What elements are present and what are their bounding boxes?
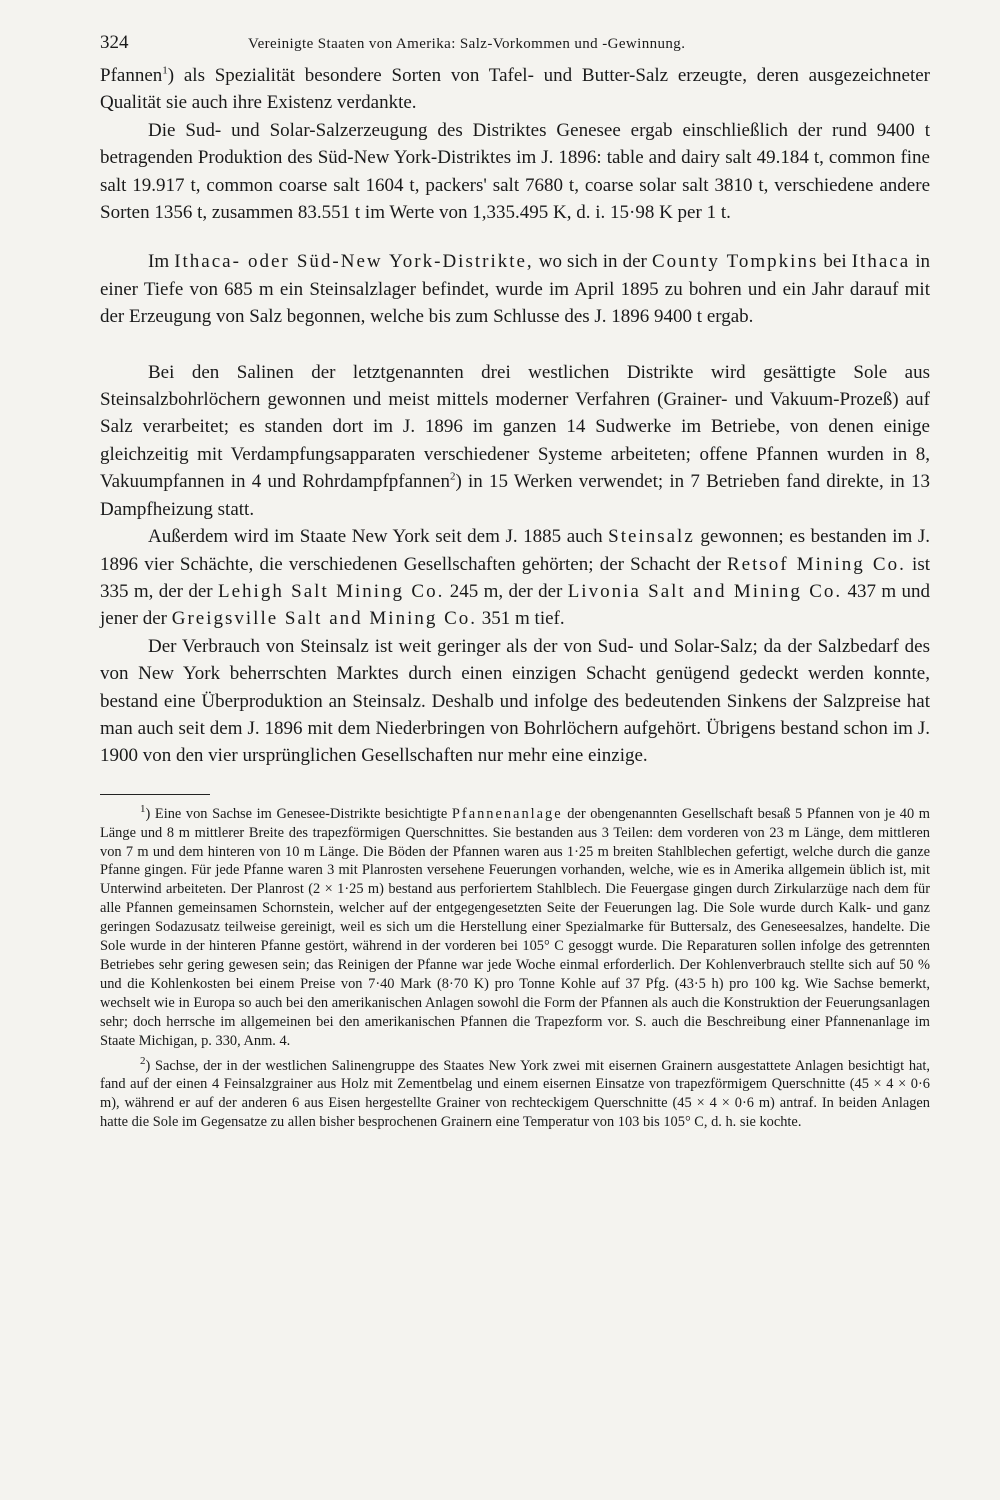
footnote-2-text: ) Sachse, der in der westlichen Salinengruppe des Staates New York zwei mit eisernen Grainern ausgestattete Anlagen besichtigt hat, fand auf der einen 4 Feinsalzgrainer aus Holz mit Zementbelag und einem eisernen Einsatze von trapezförmigem Querschnitte (45 × 4 × 0·6 m), während er auf der anderen 6 aus Eisen hergestellte Grainer von rechteckigem Querschnitte (45 × 4 × 0·6 m) antraf. In beiden Anlagen hatte die Sole im Gegensatze zu allen bisher besprochenen Grainern eine Temperatur von 103 bis 105° C, d. h. sie kochte.	[100, 1057, 930, 1131]
paragraph-1	[100, 62, 930, 117]
main-text	[100, 62, 930, 770]
paragraph-2: Die Sud- und Solar-Salzerzeugung des Distriktes Genesee ergab einschließlich der rund 9400 t betragenden Produktion des Süd-New York-Distriktes im J. 1896: table and dairy salt 49.184 t, common fine salt 19.917 t, common coarse salt 1604 t, packers' salt 7680 t, coarse solar salt 3810 t, verschiedene andere Sorten 1356 t, zusammen 83.551 t im Werte von 1,335.495 K, d. i. 15·98 K per 1 t.	[100, 119, 930, 224]
paragraph-3-text-d: in einer Tiefe von 685 m ein Steinsalzlager befindet, wurde im April 1895 zu bohren und ein Jahr darauf mit der Erzeugung von Salz begonnen, welche bis zum Schlusse des J. 1896 9400 t ergab.	[100, 251, 930, 328]
district-name: Ithaca- oder Süd-New York-Distrikte,	[174, 251, 534, 273]
footnote-2-mark: 2	[140, 1054, 146, 1067]
town-name: Ithaca	[851, 251, 911, 273]
paragraph-5-text-b: gewonnen; es bestanden im J. 1896 vier Schächte, die verschiedenen Gesellschaften gehörten; der Schacht der	[100, 526, 930, 575]
paragraph-4-text-a: Bei den Salinen der letztgenannten drei westlichen Distrikte wird gesättigte Sole aus Steinsalzbohrlöchern gewonnen und meist mittels moderner Verfahren (Grainer- und Vakuum-Prozeß) auf Salz verarbeitet; es standen dort im J. 1896 im ganzen 14 Sudwerke im Betriebe, von denen einige gleichzeitig mit Verdampfungsapparaten verschiedener Systeme arbeiteten; offene Pfannen wurden in 8, Vakuumpfannen in 4 und Rohrdampfpfannen	[100, 361, 930, 493]
term-steinsalz: Steinsalz	[608, 526, 695, 548]
county-name: County Tompkins	[651, 251, 819, 273]
page-number: 324	[100, 32, 129, 53]
paragraph-6: Der Verbrauch von Steinsalz ist weit geringer als der von Sud- und Solar-Salz; da der Salzbedarf des von New York beherrschten Marktes durch einen einzigen Schacht genügend gedeckt werden konnte, bestand eine Überproduktion an Steinsalz. Deshalb und infolge des bedeutenden Sinkens der Salzpreise hat man auch seit dem J. 1896 mit dem Niederbringen von Bohrlöchern aufgehört. Übrigens bestand schon im J. 1900 von den vier ursprünglichen Gesellschaften nur mehr eine einzige.	[100, 635, 930, 767]
footnote-ref-2: 2	[449, 470, 456, 483]
paragraph-1-text-a: Pfannen	[100, 65, 163, 86]
footnote-divider	[100, 794, 210, 795]
footnote-1	[100, 802, 930, 1051]
paragraph-3	[100, 248, 930, 330]
paragraph-5-text-a: Außerdem wird im Staate New York seit dem J. 1885 auch	[148, 526, 609, 548]
paragraph-4-text-b: ) in 15 Werken verwendet; in 7 Betrieben fand direkte, in 13 Dampfheizung statt.	[100, 471, 930, 520]
paragraph-5	[100, 523, 930, 633]
paragraph-3-text-b: wo sich in der	[533, 251, 652, 273]
paragraph-3-text-c: bei	[818, 251, 852, 273]
footnote-1-text-b: der obengenannten Gesellschaft besaß 5 Pfannen von je 40 m Länge und 8 m mittlerer Breite des trapezförmigen Querschnittes. Sie bestanden aus 3 Teilen: dem vorderen von 23 m Länge, dem mittleren von 7 m und dem hinteren von 10 m Länge. Die Böden der Pfannen waren aus 1·25 m breiten Stahlblechen gefertigt, welche durch die ganze Pfanne gingen. Für jede Pfanne waren 3 mit Planrosten versehene Feuerungen vorhanden, welche, wie es in Amerika allgemein üblich ist, mit Unterwind arbeiteten. Der Planrost (2 × 1·25 m) bestand aus perforiertem Stahlblech. Die Feuergase gingen durch Zirkularzüge nach dem für alle Pfannen gemeinsamen Schornstein, welcher auf der entgegengesetzten Seite der Feuerungen lag. Die Sole wurde durch Kalk- und ganz geringen Sodazusatz teilweise gereinigt, weil es sich um die Herstellung einer Spezialmarke für Buttersalz, des Geneseesalzes, handelte. Die Sole wurde in der hinteren Pfanne gestört, während in der vorderen bei 105° C gesoggt wurde. Die Reparaturen sollen infolge des getrennten Betriebes sehr gering gewesen sein; das Reinigen der Pfanne war jede Woche einmal erforderlich. Der Kohlenverbrauch stellte sich auf 50 % und die Kohlenkosten bei einem Preise von 7·40 Mark (8·70 K) pro Tonne Kohle auf 37 Pfg. (43·5 h) pro 100 kg. Wie Sachse bemerkt, wechselt wie in Europa so auch bei den amerikanischen Anlagen sowohl die Form der Pfannen als auch die Konstruktion der Feuerungsanlagen sehr; doch herrsche im allgemeinen bei den amerikanischen Pfannen die Trapezform vor. S. auch die Beschreibung einer Pfannenanlage im Staate Michigan, p. 330, Anm. 4.	[100, 805, 930, 1049]
paragraph-3-text-a: Im	[148, 251, 175, 273]
footnote-1-mark: 1	[140, 802, 146, 815]
paragraph-5-text-d: 245 m, der der	[444, 580, 568, 602]
book-page	[100, 30, 930, 1132]
paragraph-4	[100, 359, 930, 523]
company-retsof: Retsof Mining Co.	[726, 553, 906, 575]
company-lehigh: Lehigh Salt Mining Co.	[218, 580, 445, 602]
paragraph-5-text-c: ist 335 m, der der	[100, 553, 931, 602]
paragraph-5-text-e: 437 m und jener der	[100, 580, 930, 630]
paragraph-1-text-b: ) als Spezialität besondere Sorten von Tafel- und Butter-Salz erzeugte, deren ausgezeichneter Qualität sie auch ihre Existenz verdankte.	[100, 65, 930, 114]
footnote-ref-1: 1	[162, 64, 168, 77]
paragraph-5-text-f: 351 m tief.	[477, 608, 565, 630]
company-greigsville: Greigsville Salt and Mining Co.	[171, 608, 478, 630]
term-pfannenanlage: Pfannenanlage	[451, 805, 563, 822]
footnote-1-text-a: ) Eine von Sachse im Genesee-Distrikte besichtigte	[145, 805, 452, 822]
running-title: Vereinigte Staaten von Amerika: Salz-Vorkommen und -Gewinnung.	[248, 36, 686, 52]
page-header	[100, 30, 930, 62]
footnote-2	[100, 1054, 930, 1133]
footnotes	[100, 802, 930, 1132]
company-livonia: Livonia Salt and Mining Co.	[567, 580, 843, 602]
